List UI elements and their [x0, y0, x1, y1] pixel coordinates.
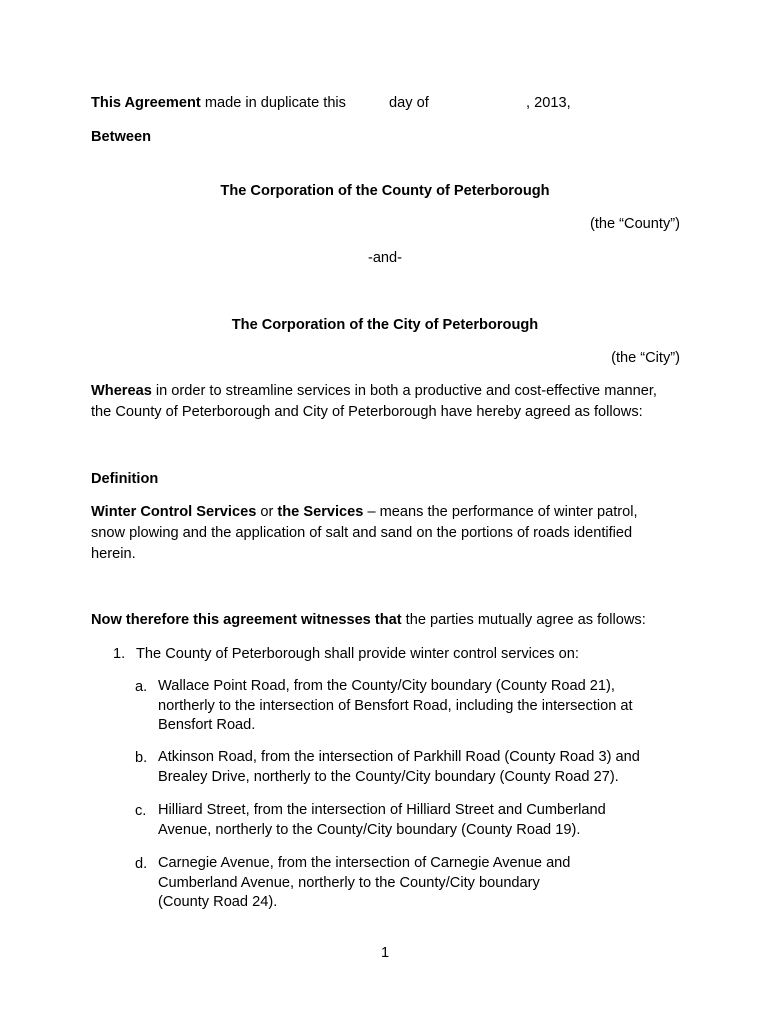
item-d-line-3: (County Road 24).: [158, 894, 278, 910]
definition-heading: [91, 469, 158, 489]
definition-line-3: herein.: [91, 546, 136, 562]
party2-name: [0, 315, 770, 335]
item-a-line-2: northerly to the intersection of Bensfort Road, including the intersection at: [158, 697, 633, 714]
agreement-intro: [91, 93, 346, 113]
whereas-line-2: the County of Peterborough and City of Peterborough have hereby agreed as follows:: [91, 404, 643, 420]
definition-line1-rest: – means the performance of winter patrol,: [363, 504, 638, 520]
definition-heading-text: Definition: [91, 471, 159, 487]
item-b-letter: b.: [135, 750, 148, 766]
item-a-line-1: Wallace Point Road, from the County/City boundary (County Road 21),: [158, 678, 615, 694]
now-therefore-paragraph: [91, 610, 646, 630]
item-c-text: [158, 801, 678, 840]
whereas-bold: Whereas: [91, 383, 152, 399]
between-text: Between: [91, 129, 152, 145]
item-a-text: [158, 677, 678, 736]
day-of-label: day of: [389, 95, 429, 111]
item-c-letter: c.: [135, 803, 147, 819]
clause-1-text: The County of Peterborough shall provide winter control services on:: [136, 646, 579, 662]
between-heading: [91, 127, 151, 147]
clause-1-number: 1.: [113, 646, 126, 662]
party1-name-text: The Corporation of the County of Peterborough: [220, 183, 550, 199]
party1-name: [0, 181, 770, 201]
party2-alias: (the “City”): [611, 350, 680, 366]
whereas-line1-text: in order to streamline services in both a productive and cost-effective manner,: [151, 383, 657, 399]
party2-name-text: The Corporation of the City of Peterborough: [231, 317, 539, 333]
item-c-line-2: Avenue, northerly to the County/City boundary (County Road 19).: [158, 821, 581, 838]
definition-term2: the Services: [277, 504, 364, 520]
item-c-line-1: Hilliard Street, from the intersection of Hilliard Street and Cumberland: [158, 802, 606, 818]
definition-paragraph: [91, 502, 691, 565]
item-a-line-3: Bensfort Road.: [158, 717, 256, 733]
definition-term1: Winter Control Services: [91, 504, 257, 520]
item-d-line-2: Cumberland Avenue, northerly to the County/City boundary: [158, 874, 540, 891]
item-d-line-1: Carnegie Avenue, from the intersection of Carnegie Avenue and: [158, 855, 571, 871]
agreement-intro-rest: made in duplicate this: [204, 95, 346, 111]
item-d-letter: d.: [135, 856, 148, 872]
now-therefore-rest: the parties mutually agree as follows:: [401, 612, 646, 628]
now-therefore-bold: Now therefore this agreement witnesses that: [91, 612, 402, 628]
whereas-paragraph: [91, 381, 691, 423]
definition-line-2: snow plowing and the application of salt and sand on the portions of roads identified: [91, 525, 633, 541]
definition-or: or: [256, 504, 278, 520]
item-d-text: [158, 854, 678, 913]
whereas-line-1: [91, 381, 691, 402]
item-a-letter: a.: [135, 679, 148, 695]
year-label: , 2013,: [526, 95, 571, 111]
item-b-line-2: Brealey Drive, northerly to the County/City boundary (County Road 27).: [158, 768, 619, 785]
page-number: 1: [380, 945, 390, 961]
item-b-text: [158, 748, 678, 787]
and-separator: -and-: [367, 250, 403, 266]
definition-line-1: [91, 502, 691, 523]
agreement-intro-bold: This Agreement: [91, 95, 201, 111]
item-b-line-1: Atkinson Road, from the intersection of Parkhill Road (County Road 3) and: [158, 749, 640, 765]
party1-alias: (the “County”): [589, 216, 680, 232]
